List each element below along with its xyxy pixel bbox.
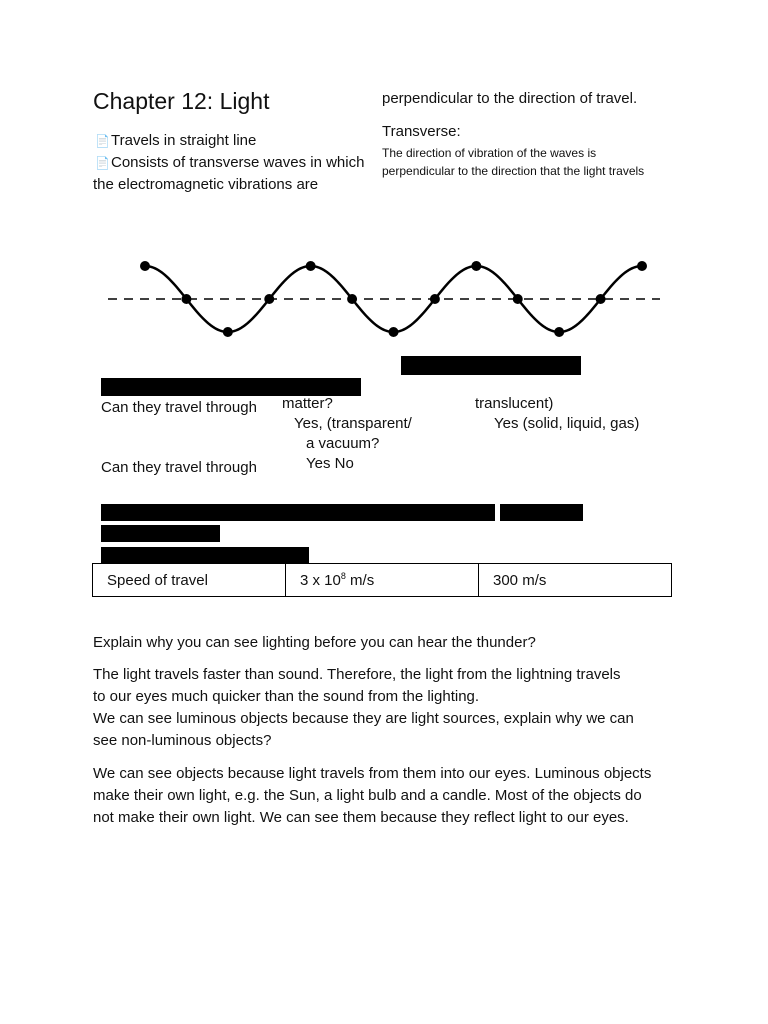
- wave-point: [223, 327, 233, 337]
- wave-point: [264, 294, 274, 304]
- speed-label-cell: Speed of travel: [93, 564, 286, 597]
- light-speed-exponent: 8: [340, 571, 346, 581]
- translucent-text: translucent): [475, 395, 554, 412]
- question-nonluminous-line2: see non-luminous objects?: [93, 732, 272, 749]
- bullet-item-1: [95, 131, 256, 151]
- wave-point: [430, 294, 440, 304]
- transverse-definition-line2: perpendicular to the direction that the light travels: [382, 164, 645, 178]
- wave-point: [596, 294, 606, 304]
- question-vacuum: Can they travel through: [101, 459, 257, 476]
- wave-points: [140, 261, 647, 337]
- wave-curve: [145, 266, 642, 332]
- wave-point: [140, 261, 150, 271]
- light-speed-unit: m/s: [345, 572, 375, 589]
- wave-point: [347, 294, 357, 304]
- question-thunder: Explain why you can see lighting before you can hear the thunder?: [93, 634, 536, 651]
- wave-point: [181, 294, 191, 304]
- table-row: [93, 564, 672, 597]
- light-speed-base: 3 x 10: [300, 572, 341, 589]
- redacted-block: [500, 504, 583, 521]
- wave-point: [389, 327, 399, 337]
- redacted-block: [401, 356, 581, 375]
- answer-thunder-line1: The light travels faster than sound. Therefore, the light from the lightning travels: [93, 666, 621, 683]
- bullet-text: Travels in straight line: [111, 132, 257, 149]
- question-matter: Can they travel through: [101, 399, 257, 416]
- right-col-continuation: perpendicular to the direction of travel.: [382, 90, 638, 107]
- wave-point: [637, 261, 647, 271]
- redacted-block: [101, 525, 220, 542]
- vacuum-answer: Yes No: [306, 455, 354, 472]
- transverse-heading: Transverse:: [382, 123, 461, 140]
- bullet-item-2: [95, 153, 364, 173]
- paper-icon: 📄: [95, 156, 110, 170]
- wave-point: [471, 261, 481, 271]
- bullet-continuation: the electromagnetic vibrations are: [93, 176, 319, 193]
- matter-heading: matter?: [282, 395, 333, 412]
- page-title: Chapter 12: Light: [93, 88, 270, 114]
- transverse-definition-line1: The direction of vibration of the waves is: [382, 146, 597, 160]
- bullet-text: Consists of transverse waves in which: [111, 154, 365, 171]
- wave-point: [513, 294, 523, 304]
- transverse-wave-diagram: [100, 250, 670, 350]
- redacted-block: [101, 504, 495, 521]
- vacuum-heading: a vacuum?: [306, 435, 380, 452]
- answer-nonluminous-line3: not make their own light. We can see them because they reflect light to our eyes.: [93, 809, 629, 826]
- sound-matter-answer: Yes (solid, liquid, gas): [494, 415, 640, 432]
- redacted-block: [101, 547, 309, 563]
- light-matter-answer: Yes, (transparent/: [294, 415, 412, 432]
- light-speed-cell: [286, 564, 479, 597]
- answer-nonluminous-line1: We can see objects because light travels from them into our eyes. Luminous objects: [93, 765, 652, 782]
- wave-point: [554, 327, 564, 337]
- question-nonluminous-line1: We can see luminous objects because they are light sources, explain why we can: [93, 710, 634, 727]
- sound-speed-cell: 300 m/s: [479, 564, 672, 597]
- answer-nonluminous-line2: make their own light, e.g. the Sun, a light bulb and a candle. Most of the objects do: [93, 787, 642, 804]
- wave-point: [306, 261, 316, 271]
- paper-icon: 📄: [95, 134, 110, 148]
- speed-table: [92, 563, 672, 597]
- answer-thunder-line2: to our eyes much quicker than the sound from the lighting.: [93, 688, 480, 705]
